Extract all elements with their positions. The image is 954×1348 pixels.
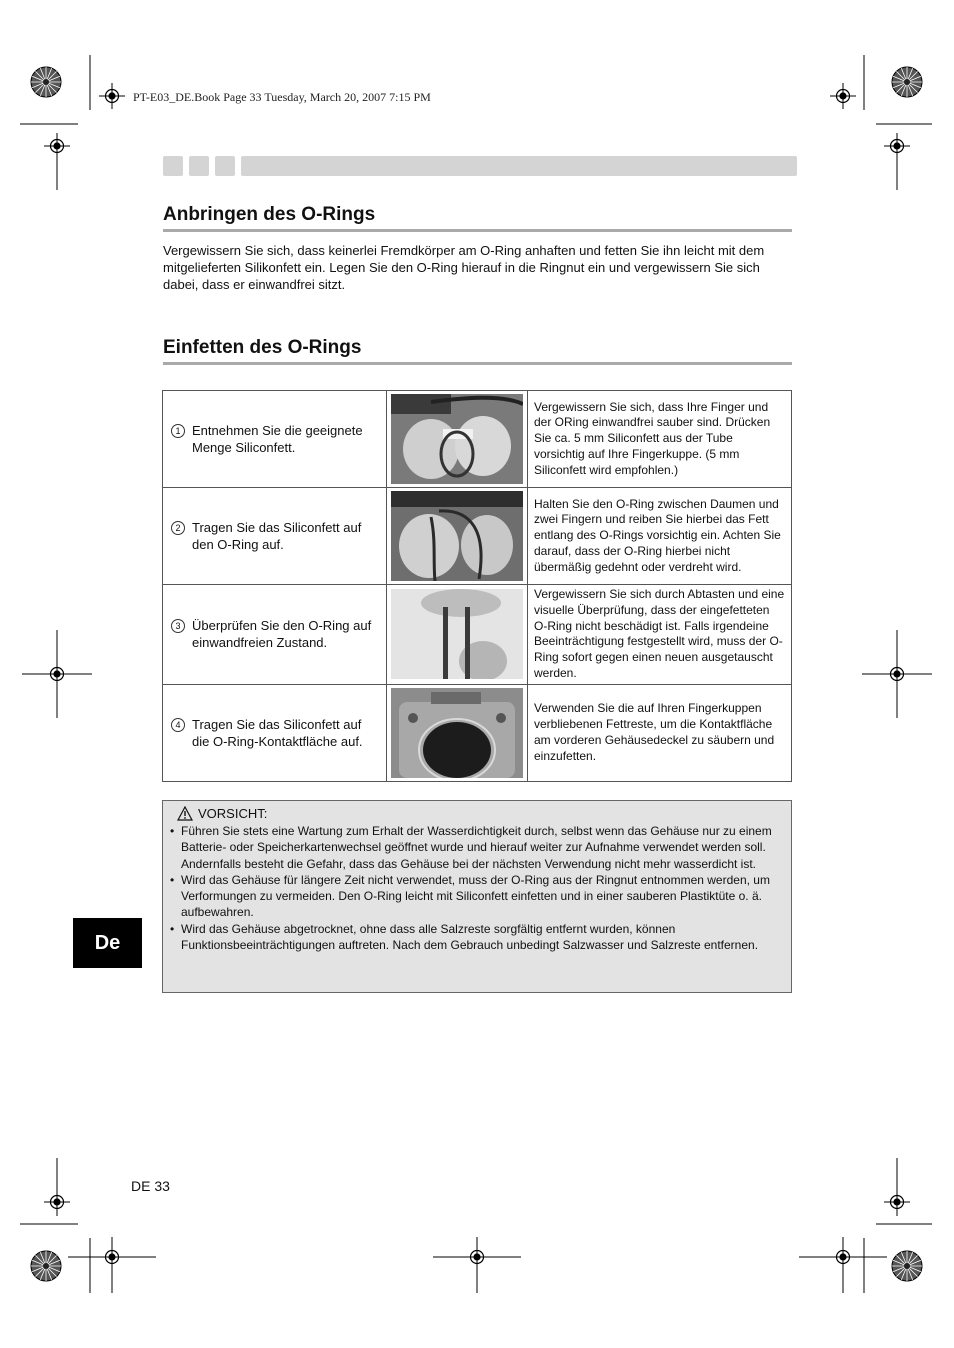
step-photo-cell	[387, 488, 528, 585]
header-band-square-2	[189, 156, 209, 176]
hands-holding-silicone-tube-photo	[391, 394, 523, 484]
caution-heading	[177, 806, 267, 821]
step-action: Überprüfen Sie den O-Ring auf einwandfreien Zustand.	[192, 618, 372, 651]
table-row	[163, 488, 792, 585]
step-number: 3	[171, 619, 185, 633]
caution-list	[170, 823, 785, 953]
step-photo-cell	[387, 585, 528, 685]
underwater-housing-front-photo	[391, 688, 523, 778]
caution-item: • Wird das Gehäuse abgetrocknet, ohne dass alle Salzreste sorgfältig entfernt wurden, können Funktionsbeeinträchtigungen auftreten. Nach dem Gebrauch unbedingt Salzwasser und Salzreste entfernen.	[170, 921, 785, 954]
step-note: Vergewissern Sie sich durch Abtasten und eine visuelle Überprüfung, dass der eingefetteten O-Ring nicht beschädigt ist. Falls irgendeine Beeinträchtigung festgestellt wird, muss der O-Ring sofort gegen einen neuen ausgetauscht werden.	[528, 585, 792, 685]
header-band-square-3	[215, 156, 235, 176]
section-rule	[163, 229, 792, 232]
hands-inspecting-o-ring-photo	[391, 589, 523, 679]
steps-table	[162, 390, 792, 782]
step-action-cell	[163, 585, 387, 685]
language-tab: De	[73, 918, 142, 968]
section-title-anbringen: Anbringen des O-Rings	[163, 204, 376, 225]
step-action-cell	[163, 391, 387, 488]
header-band-bar	[241, 156, 797, 176]
section-title-einfetten: Einfetten des O-Rings	[163, 337, 362, 358]
table-row	[163, 684, 792, 781]
page-number: DE 33	[131, 1178, 170, 1194]
step-note: Verwenden Sie die auf Ihren Fingerkuppen verbliebenen Fettreste, um die Kontaktfläche am vorderen Gehäusedeckel zu säubern und einzufetten.	[528, 684, 792, 781]
step-action-cell	[163, 684, 387, 781]
warning-triangle-icon	[177, 806, 193, 821]
step-number: 1	[171, 424, 185, 438]
table-row	[163, 391, 792, 488]
step-photo-cell	[387, 684, 528, 781]
table-row	[163, 585, 792, 685]
step-action: Tragen Sie das Siliconfett auf die O-Ring-Kontaktfläche auf.	[192, 716, 363, 749]
step-action-cell	[163, 488, 387, 585]
hands-greasing-o-ring-photo	[391, 491, 523, 581]
caution-item: • Wird das Gehäuse für längere Zeit nicht verwendet, muss der O-Ring aus der Ringnut entnommen werden, um Verformungen zu vermeiden. Den O-Ring leicht mit Siliconfett einfetten und in einer sauberen Plastiktüte o. ä. aufbewahren.	[170, 872, 785, 921]
print-header-info: PT-E03_DE.Book Page 33 Tuesday, March 20, 2007 7:15 PM	[133, 90, 431, 104]
step-action: Tragen Sie das Siliconfett auf den O-Ring auf.	[192, 520, 362, 552]
step-action: Entnehmen Sie die geeignete Menge Siliconfett.	[192, 423, 363, 455]
caution-item: • Führen Sie stets eine Wartung zum Erhalt der Wasserdichtigkeit durch, selbst wenn das Gehäuse nur zu einem Batterie- oder Speicherkartenwechsel geöffnet wurde und hierauf weiter zur Aufnahme verwendet werden soll. Andernfalls besteht die Gefahr, dass das Gehäuse bei der nächsten Verwendung nicht mehr wasserdicht ist.	[170, 823, 785, 872]
caution-box	[162, 800, 792, 993]
caution-title: VORSICHT:	[198, 806, 268, 821]
step-number: 4	[171, 718, 185, 732]
step-number: 2	[171, 521, 185, 535]
section-paragraph: Vergewissern Sie sich, dass keinerlei Fremdkörper am O-Ring anhaften und fetten Sie ihn leicht mit dem mitgelieferten Silikonfett ein. Legen Sie den O-Ring hierauf in die Ringnut ein und vergewissern Sie sich dabei, dass er einwandfrei sitzt.	[163, 243, 765, 292]
step-note: Vergewissern Sie sich, dass Ihre Finger und der ORing einwandfrei sauber sind. Drücken Sie ca. 5 mm Siliconfett aus der Tube vorsichtig auf Ihre Fingerkuppe. (5 mm Siliconfett wird empfohlen.)	[528, 391, 792, 488]
step-note: Halten Sie den O-Ring zwischen Daumen und zwei Fingern und reiben Sie hierbei das Fett entlang des O-Rings vorsichtig ein. Achten Sie darauf, dass der O-Ring hierbei nicht übermäßig gedehnt oder verdreht wird.	[528, 488, 792, 585]
section-rule	[163, 362, 792, 365]
step-photo-cell	[387, 391, 528, 488]
header-band-square-1	[163, 156, 183, 176]
